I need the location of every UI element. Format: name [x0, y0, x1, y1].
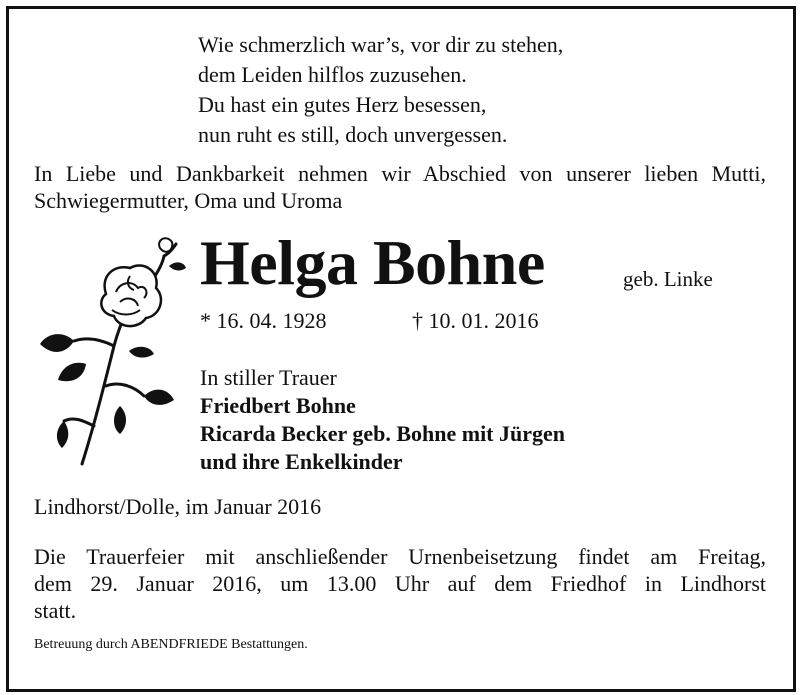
- intro-text: In Liebe und Dankbarkeit nehmen wir Abschied von unserer lieben Mutti, Schwiegermutter, Oma und Uroma: [34, 161, 766, 213]
- life-dates: [200, 308, 539, 334]
- poem-line: dem Leiden hilflos zuzusehen.: [198, 62, 467, 87]
- poem-line: nun ruht es still, doch unvergessen.: [198, 122, 508, 147]
- mourners-heading: In stiller Trauer: [200, 365, 337, 390]
- death-date: † 10. 01. 2016: [412, 308, 539, 333]
- mourner-name: Friedbert Bohne: [200, 393, 356, 418]
- mourners-block: [200, 364, 565, 476]
- funeral-notice: [34, 543, 766, 624]
- birth-date: * 16. 04. 1928: [200, 308, 327, 333]
- funeral-line: statt.: [34, 598, 77, 623]
- place-date: Lindhorst/Dolle, im Januar 2016: [34, 494, 322, 519]
- poem: [198, 30, 563, 150]
- mourner-name: Ricarda Becker geb. Bohne mit Jürgen: [200, 421, 566, 446]
- funeral-line: Die Trauerfeier mit anschließender Urnenbeisetzung findet am Freitag,: [34, 544, 766, 569]
- undertaker-note: Betreuung durch ABENDFRIEDE Bestattungen.: [34, 637, 308, 652]
- maiden-name: geb. Linke: [623, 267, 713, 291]
- poem-line: Wie schmerzlich war’s, vor dir zu stehen,: [198, 32, 564, 57]
- poem-line: Du hast ein gutes Herz besessen,: [198, 92, 487, 117]
- mourner-name: und ihre Enkelkinder: [200, 449, 403, 474]
- deceased-name: Helga Bohne: [200, 227, 545, 298]
- rose-icon: [34, 236, 189, 466]
- funeral-line: dem 29. Januar 2016, um 13.00 Uhr auf dem Friedhof in Lindhorst: [34, 571, 766, 596]
